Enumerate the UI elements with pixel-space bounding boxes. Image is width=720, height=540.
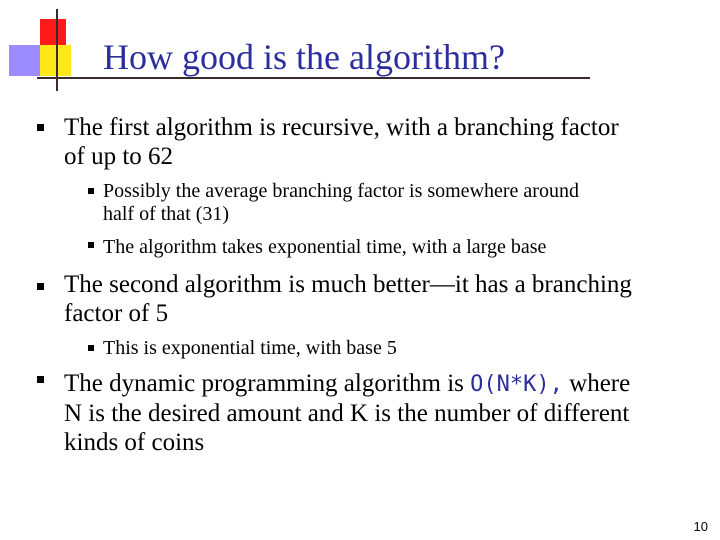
decor-purple-square <box>9 45 40 76</box>
sub-bullet-square-icon <box>88 188 94 194</box>
bullet-1-sub-1-line-1: Possibly the average branching factor is somewhere around <box>103 180 579 202</box>
bullet-3-line-1 <box>64 369 630 399</box>
bullet-1-line-2: of up to 62 <box>64 143 174 170</box>
bullet-3-text-suffix: where <box>562 370 631 397</box>
bullet-3-text-prefix: The dynamic programming algorithm is <box>64 370 471 397</box>
bullet-1-sub-1-line-2: half of that (31) <box>103 203 230 225</box>
page-number: 10 <box>693 519 708 534</box>
bullet-1 <box>64 113 619 171</box>
bullet-2-line-2: factor of 5 <box>64 300 169 327</box>
bullet-3-line-2: N is the desired amount and K is the number of different <box>64 400 630 427</box>
bullet-square-icon <box>37 124 44 131</box>
slide-title: How good is the algorithm? <box>103 37 505 77</box>
sub-bullet-square-icon <box>88 345 94 351</box>
bullet-2 <box>64 270 632 328</box>
sub-bullet-square-icon <box>88 242 94 248</box>
bullet-square-icon <box>37 376 44 383</box>
bullet-2-line-1: The second algorithm is much better—it has a branching <box>64 271 632 298</box>
bullet-1-sub-1 <box>103 180 579 226</box>
bullet-2-sub-1 <box>103 337 397 360</box>
bullet-1-sub-2 <box>103 236 546 259</box>
bullet-square-icon <box>37 283 44 290</box>
complexity-code: O(N*K), <box>470 372 563 397</box>
bullet-1-sub-2-line-1: The algorithm takes exponential time, with a large base <box>103 236 547 258</box>
bullet-2-sub-1-line-1: This is exponential time, with base 5 <box>103 337 397 359</box>
bullet-3-line-3: kinds of coins <box>64 429 205 456</box>
bullet-1-line-1: The first algorithm is recursive, with a branching factor <box>64 114 619 141</box>
decor-red-square <box>40 19 66 45</box>
bullet-3 <box>64 369 630 457</box>
